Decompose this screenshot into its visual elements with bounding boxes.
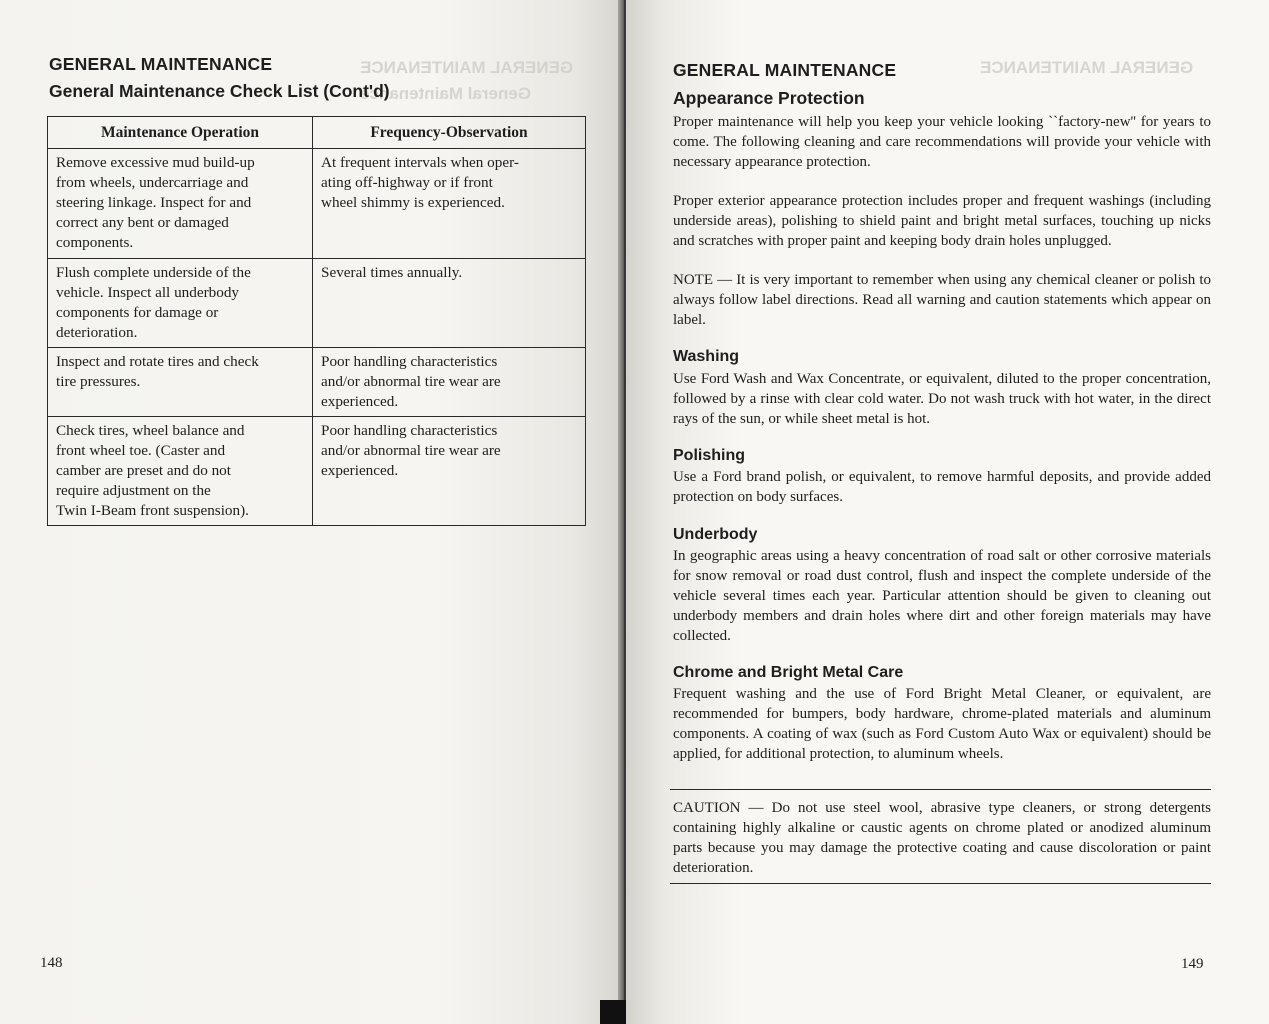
frequency-cell [313, 259, 586, 348]
table-header-row [48, 117, 586, 149]
operation-text: Remove excessive mud build-up from wheels, undercarriage and steering linkage. Inspect for and correct any bent or damaged components. [56, 154, 255, 251]
chrome-care-paragraph: Frequent washing and the use of Ford Bright Metal Cleaner, or equivalent, are recommended for bumpers, body hardware, chrome-plated materials and aluminum components. A coating of wax (such as Ford Custom Auto Wax or equivalent) should be applied, for additional protection, to aluminum wheels. [673, 686, 1211, 762]
frequency-text: Several times annually. [321, 264, 463, 281]
table-row [48, 417, 586, 526]
bleed-through-text: GENERAL MAINTENANCE [980, 58, 1194, 77]
washing-heading: Washing [673, 348, 740, 365]
exterior-paragraph: Proper exterior appearance protection includes proper and frequent washings (including underside areas), polishing to shield paint and bright metal surfaces, touching up nicks and scratches with proper paint and keeping body drain holes unplugged. [673, 193, 1211, 249]
operation-text: Check tires, wheel balance and front wheel toe. (Caster and camber are preset and do not require adjustment on the Twin I-Beam front suspension). [56, 422, 249, 519]
left-page [0, 0, 622, 1024]
operation-cell [48, 348, 313, 417]
page-number: 148 [40, 955, 63, 971]
polishing-heading: Polishing [673, 447, 745, 464]
underbody-heading: Underbody [673, 526, 758, 543]
frequency-text: At frequent intervals when oper- ating off-highway or if front wheel shimmy is experienced. [321, 154, 519, 211]
table-row [48, 259, 586, 348]
operation-text: Flush complete underside of the vehicle. Inspect all underbody components for damage or deterioration. [56, 264, 251, 341]
bleed-through-text: General Maintenance [360, 84, 532, 103]
caution-top-rule [670, 789, 1211, 790]
maintenance-check-table [47, 116, 586, 526]
bleed-through-text: GENERAL MAINTENANCE [360, 58, 574, 77]
note-paragraph: NOTE — It is very important to remember when using any chemical cleaner or polish to always follow label directions. Read all warning and caution statements which appear on label. [673, 272, 1211, 328]
operation-cell [48, 149, 313, 259]
section-title: Appearance Protection [673, 88, 865, 108]
caution-bottom-rule [670, 883, 1211, 884]
frequency-text: Poor handling characteristics and/or abnormal tire wear are experienced. [321, 353, 501, 410]
caution-paragraph: CAUTION — Do not use steel wool, abrasive type cleaners, or strong detergents containing highly alkaline or caustic agents on chrome plated or anodized aluminum parts because you may damage the protective coating and cause discoloration or paint deterioration. [673, 800, 1211, 876]
polishing-paragraph: Use a Ford brand polish, or equivalent, to remove harmful deposits, and provide added protection on body surfaces. [673, 469, 1211, 505]
page-number: 149 [1181, 956, 1204, 972]
intro-paragraph: Proper maintenance will help you keep your vehicle looking ``factory-new'' for years to come. The following cleaning and care recommendations will provide your vehicle with necessary appearance protection. [673, 114, 1211, 170]
frequency-cell [313, 417, 586, 526]
frequency-cell [313, 348, 586, 417]
underbody-paragraph: In geographic areas using a heavy concentration of road salt or other corrosive materials for snow removal or road dust control, flush and inspect the complete underside of the vehicle several times each year. Particular attention should be given to cleaning out underbody members and drain holes where dirt and other foreign materials may have collected. [673, 548, 1211, 644]
page-header: GENERAL MAINTENANCE [673, 60, 897, 80]
table-row [48, 348, 586, 417]
table-row [48, 149, 586, 259]
column-header-operation: Maintenance Operation [48, 117, 313, 149]
operation-cell [48, 417, 313, 526]
page-subheader: General Maintenance Check List (Cont'd) [49, 81, 390, 101]
washing-paragraph: Use Ford Wash and Wax Concentrate, or equivalent, diluted to the proper concentration, followed by a rinse with clear cold water. Do not wash truck with hot water, in the direct rays of the sun, or while sheet metal is hot. [673, 371, 1211, 427]
chrome-care-heading: Chrome and Bright Metal Care [673, 664, 904, 681]
page-header: GENERAL MAINTENANCE [49, 54, 273, 74]
operation-text: Inspect and rotate tires and check tire pressures. [56, 353, 259, 390]
frequency-text: Poor handling characteristics and/or abnormal tire wear are experienced. [321, 422, 501, 479]
operation-cell [48, 259, 313, 348]
column-header-frequency: Frequency-Observation [313, 117, 586, 149]
frequency-cell [313, 149, 586, 259]
